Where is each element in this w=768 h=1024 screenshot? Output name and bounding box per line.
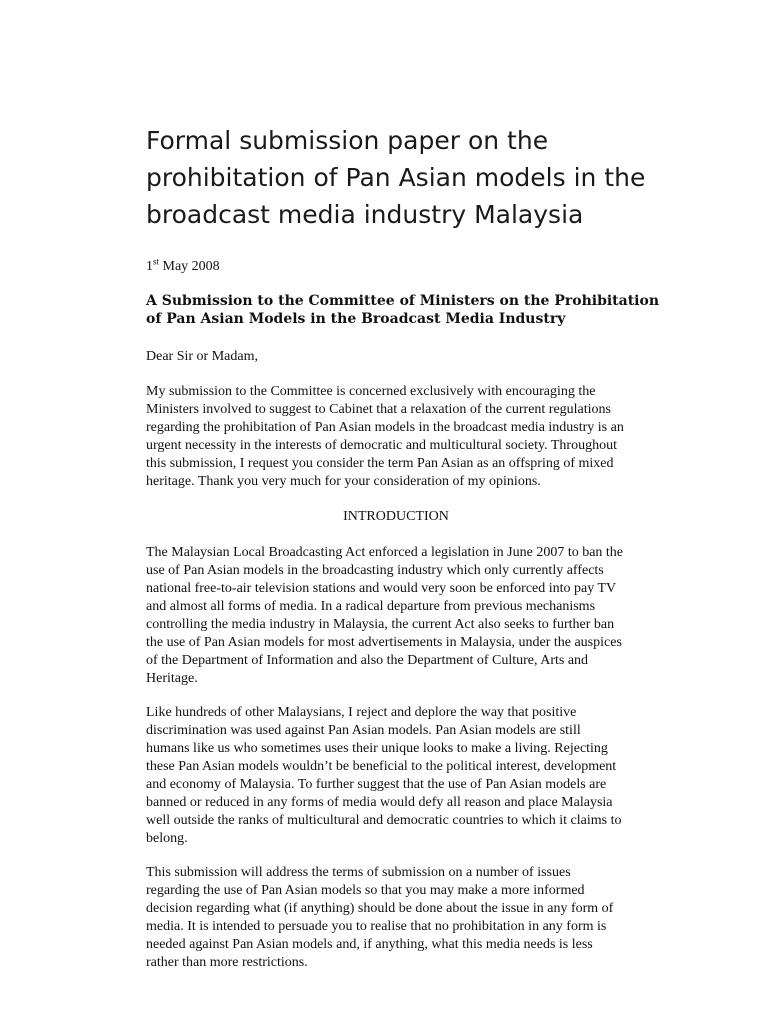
paragraph-line: Heritage. (146, 671, 198, 686)
paragraph-line: these Pan Asian models wouldn’t be beneficial to the political interest, development (146, 759, 617, 774)
paragraph-line: heritage. Thank you very much for your consideration of my opinions. (146, 474, 541, 489)
paragraph-line: and economy of Malaysia. To further suggest that the use of Pan Asian models are (146, 777, 607, 792)
paragraph-submission-purpose (146, 383, 624, 491)
section-heading-introduction: INTRODUCTION (343, 509, 449, 524)
date-month-year: May 2008 (159, 259, 220, 274)
paragraph-line: The Malaysian Local Broadcasting Act enforced a legislation in June 2007 to ban the (146, 545, 624, 560)
paragraph-introduction (146, 544, 623, 688)
document-subheading: A Submission to the Committee of Ministers on the Prohibitation of Pan Asian Models in the Broadcast Media Industry (146, 293, 660, 327)
paragraph-line: use of Pan Asian models in the broadcasting industry which only currently affects (146, 563, 604, 578)
paragraph-line: the use of Pan Asian models for most advertisements in Malaysia, under the auspices (146, 635, 622, 650)
paragraph-line: decision regarding what (if anything) should be done about the issue in any form of (146, 901, 614, 916)
paragraph-line: rather than more restrictions. (146, 955, 308, 970)
paragraph-line: well outside the ranks of multicultural and democratic countries to which it claims to (146, 813, 622, 828)
paragraph-line: urgent necessity in the interests of democratic and multicultural society. Throughout (146, 438, 617, 453)
document-date (146, 258, 220, 276)
date-ordinal-suffix: st (153, 256, 160, 267)
paragraph-line: and almost all forms of media. In a radical departure from previous mechanisms (146, 599, 596, 614)
paragraph-line: Like hundreds of other Malaysians, I reject and deplore the way that positive (146, 705, 577, 720)
paragraph-discrimination (146, 704, 622, 848)
paragraph-line: discrimination was used against Pan Asian models. Pan Asian models are still (146, 723, 581, 738)
paragraph-line: needed against Pan Asian models and, if anything, what this media needs is less (146, 937, 593, 952)
paragraph-line: this submission, I request you consider the term Pan Asian as an offspring of mixed (146, 456, 614, 471)
paragraph-line: national free-to-air television stations and would very soon be enforced into pay TV (146, 581, 617, 596)
paragraph-line: regarding the prohibitation of Pan Asian models in the broadcast media industry is an (146, 420, 624, 435)
paragraph-line: controlling the media industry in Malaysia, the current Act also seeks to further ban (146, 617, 615, 632)
date-day: 1 (146, 259, 153, 274)
paragraph-line: of the Department of Information and also the Department of Culture, Arts and (146, 653, 589, 668)
paragraph-line: humans like us who sometimes uses their unique looks to make a living. Rejecting (146, 741, 608, 756)
salutation: Dear Sir or Madam, (146, 349, 258, 364)
paragraph-line: My submission to the Committee is concerned exclusively with encouraging the (146, 384, 596, 399)
document-title: Formal submission paper on the prohibitation of Pan Asian models in the broadcast media industry Malaysia (146, 126, 646, 229)
paragraph-line: Ministers involved to suggest to Cabinet that a relaxation of the current regulations (146, 402, 612, 417)
paragraph-scope (146, 864, 613, 972)
paragraph-line: banned or reduced in any forms of media would defy all reason and place Malaysia (146, 795, 613, 810)
paragraph-line: media. It is intended to persuade you to realise that no prohibitation in any form is (146, 919, 607, 934)
paragraph-line: regarding the use of Pan Asian models so that you may make a more informed (146, 883, 585, 898)
paragraph-line: belong. (146, 831, 188, 846)
paragraph-line: This submission will address the terms of submission on a number of issues (146, 865, 571, 880)
